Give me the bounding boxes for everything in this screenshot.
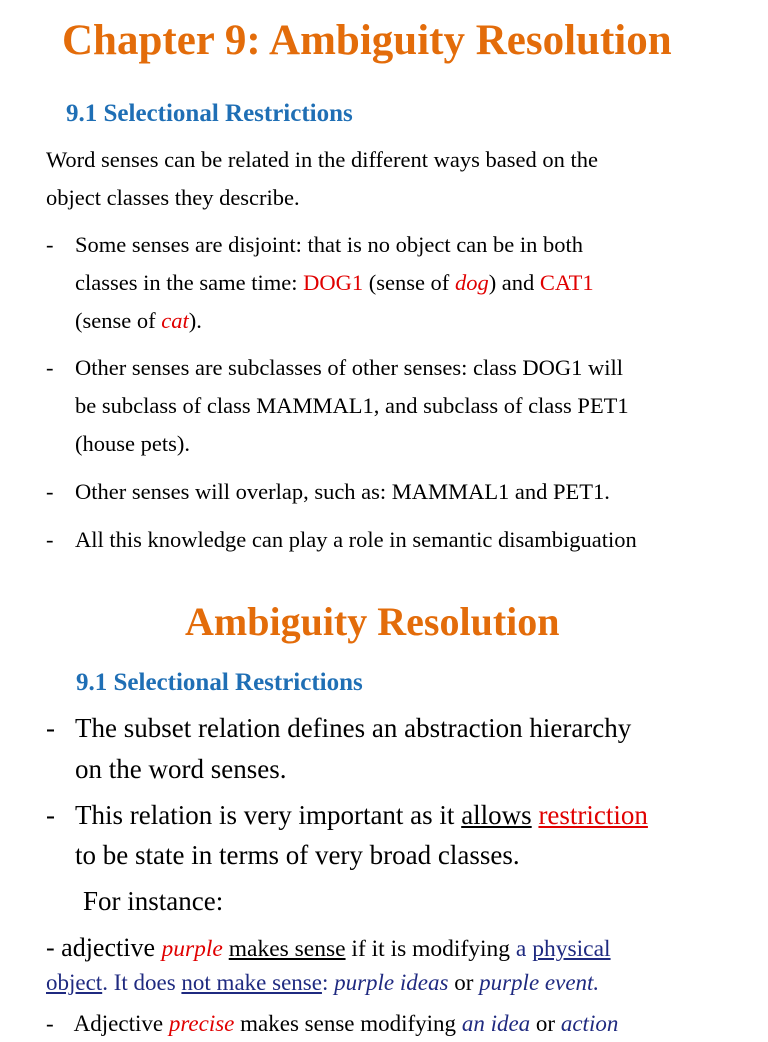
text-run: a [515,936,533,962]
bullet2-line1: Other senses are subclasses of other senses: class DOG1 will [75,355,623,380]
s2-bullet2-line1 [75,795,648,835]
bullet1-line3 [75,302,202,340]
term-object: object [46,970,103,995]
section1-heading: 9.1 Selectional Restrictions [66,100,353,127]
term-action: action [560,1011,619,1036]
term-dog1: DOG1 [303,270,364,295]
bullet4: All this knowledge can play a role in semantic disambiguation [75,527,637,552]
bullet-dash: - [46,355,54,380]
bullet-dash: - [46,1011,54,1036]
bullet1-line1: Some senses are disjoint: that is no object can be in both [75,232,584,257]
text-run: or [448,970,480,995]
section1-intro-line2: object classes they describe. [46,185,300,210]
term-precise: precise [168,1011,235,1036]
term-physical: physical [532,936,611,962]
for-instance: For instance: [83,886,224,916]
adjective-purple-line2 [46,965,599,1001]
bullet2-line2: be subclass of class MAMMAL1, and subclass of class PET1 [75,393,629,418]
slide2-title: Ambiguity Resolution [185,599,560,644]
term-cat: cat [161,308,189,333]
text-run: (sense of [75,308,162,333]
s2-bullet2-line2: to be state in terms of very broad classes. [75,840,520,870]
text-run: . It does [102,970,182,995]
text-run: Adjective [73,1011,169,1036]
term-not-make-sense: not make sense [181,970,322,995]
section2-heading: 9.1 Selectional Restrictions [76,669,363,696]
s2-bullet1-line2: on the word senses. [75,754,287,784]
s2-bullet1-line1: The subset relation defines an abstraction hierarchy [75,713,632,743]
term-purple-event: purple event. [479,970,600,995]
term-purple: purple [161,936,223,962]
term-purple-ideas: purple ideas [334,970,449,995]
term-makes-sense: makes sense [228,936,346,962]
adjective-precise-line [46,1006,618,1042]
section1-intro-line1: Word senses can be related in the different ways based on the [46,147,598,172]
bullet-dash: - [46,527,54,552]
text-run: This relation is very important as it [75,800,462,830]
term-restriction: restriction [538,800,648,830]
term-an-idea: an idea [461,1011,531,1036]
text-run: ) and [488,270,540,295]
text-run: if it is modifying [345,936,516,962]
bullet-dash: - [46,479,54,504]
text-run: (sense of [363,270,455,295]
term-allows: allows [461,800,532,830]
term-cat1: CAT1 [539,270,594,295]
bullet-dash: - [46,800,55,830]
text-run: - adjective [46,933,162,962]
text-run: classes in the same time: [75,270,304,295]
bullet-dash: - [46,713,55,743]
text-run: ). [188,308,202,333]
adjective-purple-line1 [46,930,611,967]
page-title: Chapter 9: Ambiguity Resolution [62,17,672,64]
text-run: makes sense modifying [234,1011,462,1036]
term-dog: dog [454,270,489,295]
text-run: or [530,1011,561,1036]
bullet2-line3: (house pets). [75,431,190,456]
bullet-dash: - [46,232,54,257]
bullet1-line2 [75,264,594,302]
bullet3: Other senses will overlap, such as: MAMMAL1 and PET1. [75,479,610,504]
text-run: : [321,970,335,995]
